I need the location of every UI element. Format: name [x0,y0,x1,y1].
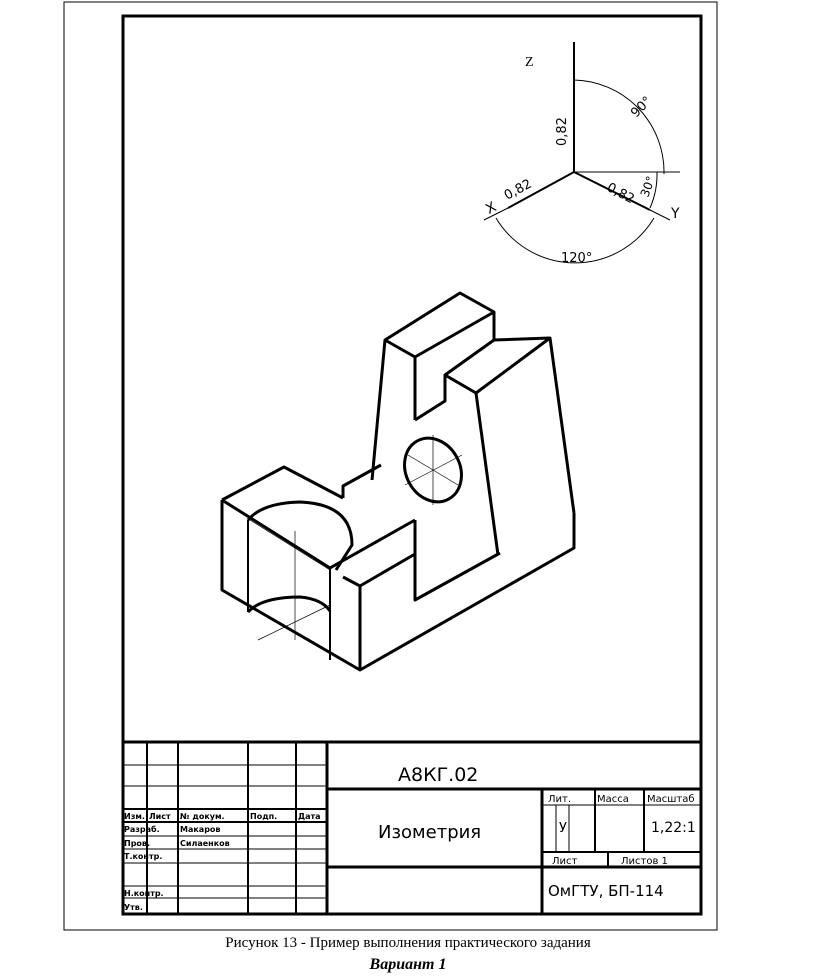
base-step-edges [343,465,381,498]
sheet-label: Лист [552,856,578,867]
base-front-step [360,553,500,600]
header-cell-sign: Подп. [250,812,278,821]
scale-value: 1,22:1 [651,820,696,836]
role-developer: Разраб. [124,825,160,834]
hole-centerline-lower [258,612,330,652]
angle-30-label: 30° [637,174,659,200]
arc-90-degrees [574,80,664,174]
drawing-designation: А8КГ.02 [398,764,479,786]
role-approved: Утв. [124,903,143,912]
drawing-name: Изометрия [378,822,482,843]
upright-outline [372,293,574,513]
isometric-part-view [222,293,574,670]
figure-caption: Рисунок 13 - Пример выполнения практического задания [225,935,591,951]
isometric-axes-diagram [484,42,680,263]
base-left-top-edges [222,467,343,500]
sheets-label: Листов 1 [621,856,668,867]
x-coefficient-label: 0,82 [501,176,535,204]
half-cylinder-top-arc [248,502,352,570]
sheet-outer-border [64,2,717,930]
header-cell-doc: № докум. [180,812,225,821]
z-coefficient-label: 0,82 [555,117,570,146]
role-norm-control: Н.контр. [124,889,164,898]
hole-centerline-diagonal [258,605,330,640]
y-axis-extension [650,210,670,220]
header-cell-date: Дата [298,812,321,821]
x-axis-label: X [483,199,500,218]
upright-front-edge [476,393,498,555]
base-bottom-outline [222,500,574,670]
scale-header: Масштаб [647,794,695,805]
z-axis-label: Z [525,55,534,70]
angle-120-label: 120° [561,251,593,266]
header-cell-list: Лист [149,812,171,821]
angle-90-label: 90° [628,93,656,121]
header-cell-izm: Изм. [124,812,145,821]
mass-header: Масса [597,794,629,805]
name-developer: Макаров [180,825,221,834]
y-coefficient-label: 0,82 [604,180,637,208]
lit-header: Лит. [548,794,572,805]
lit-value: У [559,821,567,836]
role-checker: Пров. [124,839,151,848]
left-block-corner-edges [343,577,360,670]
left-block-front-top [222,500,415,568]
organization-name: ОмГТУ, БП-114 [548,882,664,900]
variant-label: Вариант 1 [369,956,447,973]
name-checker: Силаенков [180,839,230,848]
y-axis-label: Y [671,206,680,222]
role-tech-control: Т.контр. [124,852,163,861]
half-cylinder-bottom-arc [248,597,330,612]
hole-centerline-upper [250,520,330,570]
upright-slot-left-face [385,340,415,420]
